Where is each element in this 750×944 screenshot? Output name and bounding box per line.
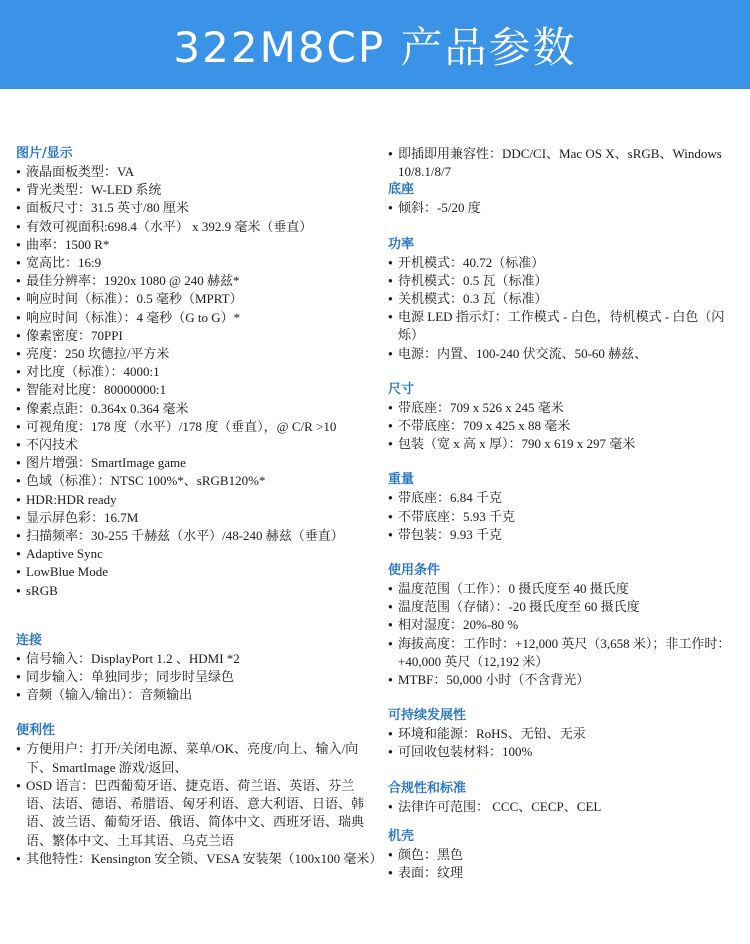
section-title: 可持续发展性 [388,708,467,724]
left-spec-section-1 [16,632,376,705]
spec-item: ● LowBlue Mode [16,563,376,581]
spec-item: ● 对比度（标准）：4000:1 [16,363,376,381]
left-spec-section-2 [16,722,383,867]
left-spec-section-0 [16,145,376,600]
spec-item: ● HDR:HDR ready [16,491,376,509]
spec-item: ● 音频（输入/输出）：音频输出 [16,686,376,704]
section-title: 尺寸 [388,381,415,397]
right-spec-section-6 [388,707,740,761]
spec-list [388,145,740,181]
spec-item: ● 带底座：6.84 千克 [388,489,740,507]
spec-item: ● 相对湿度：20%-80 % [388,616,740,634]
right-spec-section-7 [388,780,740,816]
right-spec-section-1 [388,181,740,217]
page-title: 322M8CP 产品参数 [173,22,577,72]
spec-item: ● 颜色：黑色 [388,846,740,864]
spec-item: ● 像素点距：0.364x 0.364 毫米 [16,400,376,418]
spec-item: ● 不带底座：709 x 425 x 88 毫米 [388,417,740,435]
spec-item: ● 响应时间（标准）：0.5 毫秒（MPRT） [16,290,376,308]
section-title: 重量 [388,472,415,488]
spec-item: ● 待机模式：0.5 瓦（标准） [388,272,740,290]
spec-list [388,580,740,689]
spec-item: ● 不闪技术 [16,436,376,454]
spec-item: ● 图片增强：SmartImage game [16,454,376,472]
spec-list [388,725,740,761]
spec-item: ● 关机模式：0.3 瓦（标准） [388,290,740,308]
right-column [388,145,740,882]
spec-item: ● 液晶面板类型：VA [16,163,376,181]
spec-item: ● sRGB [16,582,376,600]
spec-item: ● 亮度：250 坎德拉/平方米 [16,345,376,363]
spec-item: ● 表面：纹理 [388,864,740,882]
section-title: 图片/显示 [16,146,73,161]
section-title: 功率 [388,236,415,252]
left-column [16,145,383,868]
spec-item: ● 带包装：9.93 千克 [388,526,740,544]
spec-item: ● 温度范围（存储）：-20 摄氏度至 60 摄氏度 [388,598,740,616]
spec-item: ● 电源：内置、100-240 伏交流、50-60 赫兹、 [388,345,740,363]
spec-list [16,650,376,705]
section-title: 连接 [16,632,43,648]
spec-item: ● 曲率：1500 R* [16,236,376,254]
right-spec-section-5 [388,562,740,689]
spec-item: ● 开机模式：40.72（标准） [388,254,740,272]
spec-item: ● 宽高比：16:9 [16,254,376,272]
spec-item: ● 包装（宽 x 高 x 厚）：790 x 619 x 297 毫米 [388,435,740,453]
spec-item: ● 不带底座：5.93 千克 [388,508,740,526]
right-spec-section-8 [388,828,740,882]
section-title: 机壳 [388,828,415,844]
spec-item: ● OSD 语言：巴西葡萄牙语、捷克语、荷兰语、英语、芬兰语、法语、德语、希腊语、匈牙利语、意大利语、日语、韩语、波兰语、葡萄牙语、俄语、简体中文、西班牙语、瑞典语、繁体中文、土耳其语、乌克兰语 [16,777,376,850]
section-title: 便利性 [16,723,56,739]
spec-item: ● Adaptive Sync [16,545,376,563]
spec-item: ● 智能对比度：80000000:1 [16,381,376,399]
spec-item: ● 显示屏色彩：16.7M [16,509,376,527]
spec-item: ● 可回收包装材料：100% [388,743,740,761]
spec-list [388,489,740,544]
spec-list [388,254,740,363]
spec-item: ● 同步输入：单独同步；同步时呈绿色 [16,668,376,686]
spec-item: ● 其他特性：Kensington 安全锁、VESA 安装架（100x100 毫米） [16,850,376,868]
section-title: 使用条件 [388,563,441,579]
right-spec-section-0 [388,145,740,181]
spec-item: ● 像素密度：70PPI [16,327,376,345]
right-spec-section-2 [388,236,740,363]
spec-item: ● 响应时间（标准）：4 毫秒（G to G）* [16,309,376,327]
spec-list [16,163,376,600]
section-title: 底座 [388,182,415,198]
spec-item: ● 有效可视面积:698.4（水平） x 392.9 毫米（垂直） [16,218,376,236]
spec-list [388,199,740,217]
spec-item: ● 倾斜：-5/20 度 [388,199,740,217]
section-title: 合规性和标准 [388,780,467,796]
spec-item: ● 温度范围（工作）：0 摄氏度至 40 摄氏度 [388,580,740,598]
spec-item: ● 色域（标准）：NTSC 100%*、sRGB120%* [16,472,376,490]
spec-item: ● 即插即用兼容性：DDC/CI、Mac OS X、sRGB、Windows 10/8.1/8/7 [388,145,740,181]
right-spec-section-4 [388,471,740,544]
spec-item: ● 面板尺寸：31.5 英寸/80 厘米 [16,199,376,217]
right-spec-section-3 [388,381,740,454]
spec-item: ● 海拔高度：工作时：+12,000 英尺（3,658 米）；非工作时：+40,000 英尺（12,192 米） [388,635,740,671]
spec-item: ● 环境和能源：RoHS、无铅、无汞 [388,725,740,743]
spec-list [388,399,740,454]
spec-list [16,740,383,867]
spec-list [388,798,740,816]
spec-item: ● 方便用户：打开/关闭电源、菜单/OK、亮度/向上、输入/向下、SmartImage 游戏/返回、 [16,740,376,776]
spec-item: ● 信号输入：DisplayPort 1.2 、HDMI *2 [16,650,376,668]
spec-item: ● 最佳分辨率：1920x 1080 @ 240 赫兹* [16,272,376,290]
spec-item: ● 可视角度：178 度（水平）/178 度（垂直），@ C/R >10 [16,418,376,436]
spec-item: ● 扫描频率：30-255 千赫兹（水平）/48-240 赫兹（垂直） [16,527,376,545]
spec-item: ● 法律许可范围： CCC、CECP、CEL [388,798,740,816]
spec-item: ● 带底座：709 x 526 x 245 毫米 [388,399,740,417]
spec-item: ● 电源 LED 指示灯：工作模式 - 白色，待机模式 - 白色（闪烁） [388,308,740,344]
spec-item: ● 背光类型：W-LED 系统 [16,181,376,199]
spec-list [388,846,740,882]
spec-item: ● MTBF：50,000 小时（不含背光） [388,671,740,689]
header-banner [0,0,750,89]
